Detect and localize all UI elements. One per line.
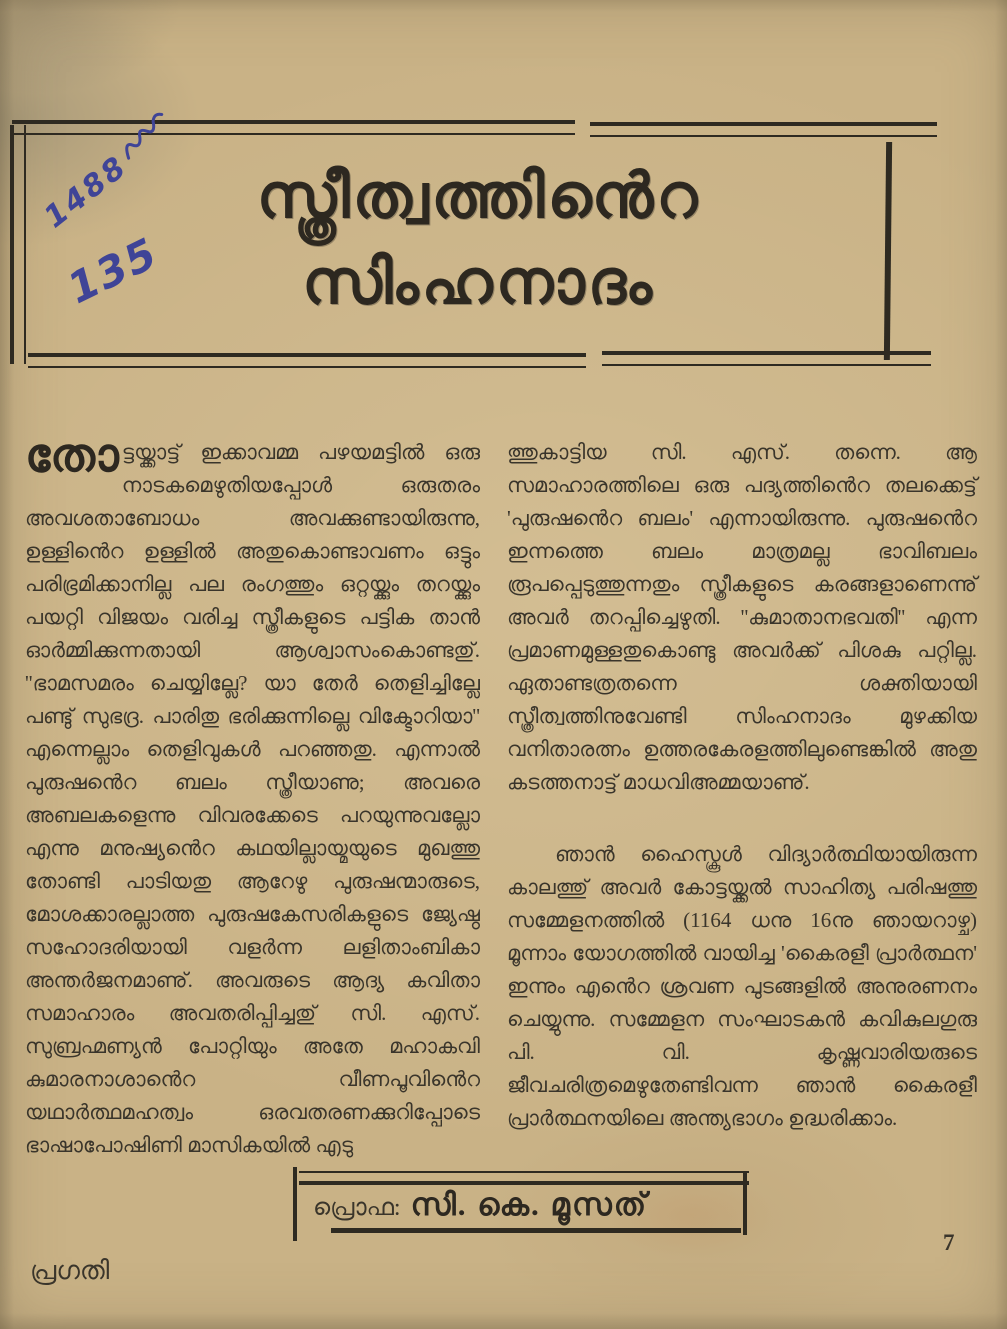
magazine-name: പ്രഗതി bbox=[30, 1256, 110, 1285]
article-paragraph-1-continued: ത്തുകാട്ടിയ സി. എസ്. തന്നെ. ആ സമാഹാരത്തിലെ ഒരു പദ്യത്തിൻെറ തലക്കെട്ട് 'പുരുഷൻെറ ബലം' എന്നായിരുന്നു. പുരുഷൻെറ ഇന്നത്തെ ബലം മാത്രമല്ല ഭാവിബലം രൂപപ്പെടുത്തുന്നതും സ്ത്രീകളുടെ കരങ്ങളാണെന്നു് അവർ തറപ്പിച്ചെഴുതി. ''കുമാതാനഭവതി'' എന്ന പ്രമാണമുള്ളതുകൊണ്ടു അവർക്ക് പിശകു പറ്റില്ല. ഏതാണ്ടത്രതന്നെ ശക്തിയായി സ്ത്രീത്വത്തിനുവേണ്ടി സിംഹനാദം മുഴക്കിയ വനിതാരത്നം ഉത്തരകേരളത്തിലുണ്ടെങ്കിൽ അതു കടത്തനാട്ട് മാധവിഅമ്മയാണു്. bbox=[507, 440, 977, 794]
title-box-border-top-right bbox=[590, 122, 937, 137]
author-name: സി. കെ. മൂസത് bbox=[410, 1187, 649, 1222]
title-box-border-left bbox=[10, 125, 26, 364]
article-title-line2: സിംഹനാദം bbox=[302, 249, 655, 317]
byline bbox=[313, 1187, 648, 1224]
title-box-border-bottom-left bbox=[28, 353, 586, 368]
handwritten-annotation-bottom: 135 bbox=[59, 227, 166, 314]
byline-box-border-left bbox=[293, 1167, 297, 1241]
drop-cap: തോ bbox=[25, 430, 119, 482]
byline-box-border-right bbox=[743, 1173, 747, 1235]
article-title bbox=[70, 154, 887, 326]
byline-box bbox=[293, 1171, 745, 1235]
article-column-left bbox=[25, 430, 480, 1162]
article-column-right bbox=[507, 436, 977, 1135]
handwritten-number: 1488 bbox=[37, 148, 135, 236]
byline-prefix: പ്രൊഫ: bbox=[313, 1195, 401, 1221]
article-paragraph-1-text: ട്ടയ്ക്കാട്ട് ഇക്കാവമ്മ പഴയമട്ടിൽ ഒരു നാടകമെഴുതിയപ്പോൾ ഒരുതരം അവശതാബോധം അവക്കുണ്ടായിരുന്നു, ഉള്ളിൻെറ ഉള്ളിൽ അതുകൊണ്ടാവണം ഒട്ടും പരിഭ്രമിക്കാനില്ല പല രംഗത്തും ഒറ്റയ്ക്കും തറയ്ക്കും പയറ്റി വിജയം വരിച്ച സ്ത്രീകളുടെ പട്ടിക താൻ ഓർമ്മിക്കുന്നതായി ആശ്വാസംകൊണ്ടതു്. ''ഭാമസമരം ചെയ്യില്ലേ? യാ തേർ തെളിച്ചില്ലേ പണ്ടു് സുഭദ്ര. പാരിതു ഭരിക്കുന്നില്ലെ വിക്ടോറിയാ'' എന്നെല്ലാം തെളിവുകൾ പറഞ്ഞതു. എന്നാൽ പുരുഷൻെറ ബലം സ്ത്രീയാണു; അവരെ അബലകളെന്നു വിവരക്കേടെ പറയുന്നുവല്ലോ എന്നു മനുഷ്യൻെറ കഥയില്ലായ്മയുടെ മുഖത്തു തോണ്ടി പാടിയതു ആറേഴു പുരുഷന്മാരുടെ, മോശക്കാരല്ലാത്ത പുരുഷകേസരികളുടെ ജ്യേഷ്ഠ സഹോദരിയായി വളർന്ന ലളിതാംബികാ അന്തർജനമാണു്. അവരുടെ ആദ്യ കവിതാ സമാഹാരം അവതരിപ്പിച്ചതു് സി. എസ്. സുബ്രഹ്മണ്യൻ പോറ്റിയും അതേ മഹാകവി കുമാരനാശാൻെറ വീണപൂവിൻെറ യഥാർത്ഥമഹത്വം ഒരവതരണക്കുറിപ്പോടെ ഭാഷാപോഷിണി മാസികയിൽ എടു bbox=[25, 440, 480, 1157]
article-paragraph-2: ഞാൻ ഹൈസ്കൂൾ വിദ്യാർത്ഥിയായിരുന്ന കാലത്തു് അവർ കോട്ടയ്ക്കൽ സാഹിത്യ പരിഷത്തു സമ്മേളനത്തിൽ (1164 ധനു 16നു ഞായറാഴ്ച) മൂന്നാം യോഗത്തിൽ വായിച്ച 'കൈരളീ പ്രാർത്ഥന' ഇന്നും എൻെറ ശ്രവണ പുടങ്ങളിൽ അനുരണനം ചെയ്യുന്നു. സമ്മേളന സംഘാടകൻ കവികുലഗുരു പി. വി. കൃഷ്ണവാരിയരുടെ ജീവചരിത്രമെഴുതേണ്ടിവന്ന ഞാൻ കൈരളീ പ്രാർത്ഥനയിലെ അന്ത്യഭാഗം ഉദ്ധരിക്കാം. bbox=[507, 842, 977, 1130]
byline-box-border-bottom bbox=[331, 1228, 741, 1233]
page-number: 7 bbox=[943, 1230, 955, 1255]
article-paragraph-1 bbox=[25, 430, 480, 1162]
title-box-border-bottom-right bbox=[602, 351, 931, 366]
title-box-border-top-left bbox=[12, 120, 575, 135]
article-title-line1: സ്ത്രീത്വത്തിൻെറ bbox=[256, 163, 701, 231]
byline-box-border-top bbox=[299, 1171, 749, 1185]
